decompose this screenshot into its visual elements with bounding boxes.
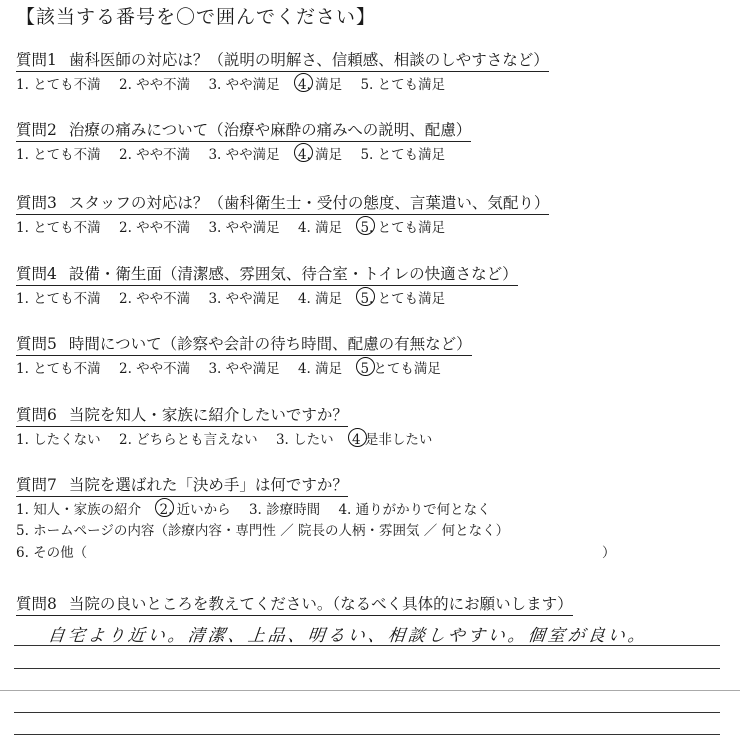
question-8-label: 質問8 xyxy=(16,595,57,613)
q4-option-4[interactable] xyxy=(298,289,342,309)
question-2-options xyxy=(16,145,736,165)
question-6-heading xyxy=(16,405,348,427)
q3-option-3-number: 3. xyxy=(208,220,222,236)
q3-option-1-label: とても不満 xyxy=(33,220,101,236)
q2-option-5[interactable] xyxy=(360,145,445,165)
answer-line-3 xyxy=(14,712,720,713)
q5-option-4[interactable] xyxy=(298,359,342,379)
q1-option-3-label: やや満足 xyxy=(225,77,280,93)
q3-option-4-number: 4. xyxy=(297,220,311,236)
question-8-heading xyxy=(16,594,573,616)
q3-option-3[interactable] xyxy=(208,218,279,238)
q7-option-4-label: 通りがかりで何となく xyxy=(355,502,491,518)
question-2-text: 治療の痛みについて（治療や麻酔の痛みへの説明、配慮） xyxy=(68,121,472,139)
q4-option-2-number: 2. xyxy=(118,291,132,307)
q4-option-1-label: とても不満 xyxy=(33,291,101,307)
question-3-label: 質問3 xyxy=(16,194,57,212)
q6-option-4[interactable] xyxy=(352,430,432,450)
q5-option-3[interactable] xyxy=(208,359,279,379)
q5-option-1-number: 1. xyxy=(16,361,29,377)
question-4-label: 質問4 xyxy=(16,265,57,283)
question-1-heading xyxy=(16,50,549,72)
question-2-label: 質問2 xyxy=(16,121,57,139)
q6-option-2-number: 2. xyxy=(118,432,132,448)
question-2-heading xyxy=(16,120,471,142)
q3-option-5[interactable] xyxy=(360,218,445,238)
q2-option-3-label: やや満足 xyxy=(225,147,280,163)
q2-option-2-label: やや不満 xyxy=(136,147,191,163)
question-5-text: 時間について（診察や会計の待ち時間、配慮の有無など） xyxy=(68,335,472,353)
q7-option-6[interactable] xyxy=(16,542,736,564)
q7-option-6-label: 6. その他（ xyxy=(16,545,88,561)
q3-option-4[interactable] xyxy=(298,218,342,238)
q7-option-5[interactable]: 5. ホームページの内容（診療内容・専門性 ／ 院長の人柄・雰囲気 ／ 何となく） xyxy=(16,523,510,539)
q5-option-2[interactable] xyxy=(119,359,190,379)
question-1-label: 質問1 xyxy=(16,51,57,69)
q6-option-2-label: どちらとも言えない xyxy=(136,432,258,448)
q1-option-5[interactable] xyxy=(360,75,445,95)
q7-option-1-label: 知人・家族の紹介 xyxy=(33,502,142,518)
q7-option-3[interactable] xyxy=(249,500,320,520)
q4-option-1-number: 1. xyxy=(16,291,29,307)
q7-option-1-number: 1. xyxy=(16,502,29,518)
q4-option-3[interactable] xyxy=(208,289,279,309)
form-title: 【該当する番号を〇で囲んでください】 xyxy=(16,6,377,28)
q1-option-1[interactable] xyxy=(16,75,101,95)
q3-option-4-label: 満足 xyxy=(315,220,343,236)
page-fold-line xyxy=(0,690,740,691)
question-5 xyxy=(16,334,736,379)
question-1-options xyxy=(16,75,736,95)
q5-option-3-label: やや満足 xyxy=(225,361,280,377)
q2-option-2[interactable] xyxy=(119,145,190,165)
question-3-heading xyxy=(16,193,549,215)
q5-option-2-label: やや不満 xyxy=(136,361,191,377)
q6-option-2[interactable] xyxy=(119,430,258,450)
q4-option-3-number: 3. xyxy=(208,291,222,307)
question-6-label: 質問6 xyxy=(16,406,57,424)
question-7-options xyxy=(16,500,736,520)
q7-option-4[interactable] xyxy=(338,500,490,520)
q3-option-1-number: 1. xyxy=(16,220,29,236)
q1-option-1-label: とても不満 xyxy=(33,77,101,93)
q6-option-4-label: 是非したい xyxy=(364,432,433,448)
q3-option-2-label: やや不満 xyxy=(136,220,191,236)
question-5-heading xyxy=(16,334,472,356)
q4-option-5-number: 5. xyxy=(360,291,374,307)
q5-option-3-number: 3. xyxy=(208,361,222,377)
q5-option-4-label: 満足 xyxy=(315,361,343,377)
q6-option-1-number: 1. xyxy=(16,432,29,448)
q8-handwritten-answer[interactable]: 自宅より近い。清潔、上品、明るい、相談しやすい。個室が良い。 xyxy=(46,626,649,646)
q3-option-5-number: 5. xyxy=(360,220,374,236)
q1-option-4-number: 4. xyxy=(297,77,311,93)
answer-line-4 xyxy=(14,734,720,735)
question-4-text: 設備・衛生面（清潔感、雰囲気、待合室・トイレの快適さなど） xyxy=(68,265,518,283)
question-6 xyxy=(16,405,736,450)
q5-option-5-label: とても満足 xyxy=(373,361,441,377)
question-1 xyxy=(16,50,736,95)
q1-option-2-number: 2. xyxy=(118,77,132,93)
question-8 xyxy=(16,594,736,616)
q2-option-1-label: とても不満 xyxy=(33,147,101,163)
question-7-text: 当院を選ばれた「決め手」は何ですか？ xyxy=(68,476,348,494)
q1-option-2-label: やや不満 xyxy=(136,77,191,93)
q2-option-4-number: 4. xyxy=(297,147,311,163)
q7-option-2-label: 近いから xyxy=(176,502,231,518)
q5-option-2-number: 2. xyxy=(118,361,132,377)
q1-option-5-number: 5. xyxy=(360,77,374,93)
question-7 xyxy=(16,475,736,564)
q4-option-4-label: 満足 xyxy=(315,291,343,307)
q2-option-4-label: 満足 xyxy=(315,147,343,163)
q4-option-3-label: やや満足 xyxy=(225,291,280,307)
question-3-text: スタッフの対応は？（歯科衛生士・受付の態度、言葉遣い、気配り） xyxy=(68,194,550,212)
answer-line-2 xyxy=(14,668,720,669)
q3-option-3-label: やや満足 xyxy=(225,220,280,236)
q2-option-4[interactable] xyxy=(298,145,342,165)
question-4 xyxy=(16,264,736,309)
answer-line-1 xyxy=(14,645,720,646)
q2-option-2-number: 2. xyxy=(118,147,132,163)
q7-option-3-label: 診療時間 xyxy=(266,502,321,518)
q5-option-1[interactable] xyxy=(16,359,101,379)
q1-option-4-label: 満足 xyxy=(315,77,343,93)
q5-option-4-number: 4. xyxy=(297,361,311,377)
q2-option-3-number: 3. xyxy=(208,147,222,163)
q2-option-5-number: 5. xyxy=(360,147,374,163)
q3-option-1[interactable] xyxy=(16,218,101,238)
question-8-text: 当院の良いところを教えてください。（なるべく具体的にお願いします） xyxy=(68,595,573,613)
q6-option-1[interactable] xyxy=(16,430,101,450)
q4-option-2-label: やや不満 xyxy=(136,291,191,307)
q7-option-1[interactable] xyxy=(16,500,141,520)
q7-option-6-close: ） xyxy=(602,545,616,561)
question-7-label: 質問7 xyxy=(16,476,57,494)
q1-option-3-number: 3. xyxy=(208,77,222,93)
q4-option-1[interactable] xyxy=(16,289,101,309)
q2-option-5-label: とても満足 xyxy=(377,147,446,163)
question-6-text: 当院を知人・家族に紹介したいですか？ xyxy=(68,406,348,424)
q5-option-1-label: とても不満 xyxy=(33,361,101,377)
question-1-text: 歯科医師の対応は？（説明の明解さ、信頼感、相談のしやすさなど） xyxy=(68,51,549,69)
q3-option-2[interactable] xyxy=(119,218,190,238)
question-7-heading xyxy=(16,475,348,497)
question-3-options xyxy=(16,218,736,238)
q1-option-1-number: 1. xyxy=(16,77,29,93)
q5-option-5-number: 5 xyxy=(360,361,370,377)
question-5-options xyxy=(16,359,736,379)
q7-option-2-number: 2. xyxy=(159,502,173,518)
q6-option-3[interactable] xyxy=(276,430,334,450)
q4-option-2[interactable] xyxy=(119,289,190,309)
q7-option-3-number: 3. xyxy=(248,502,262,518)
q4-option-5[interactable] xyxy=(360,289,445,309)
q6-option-3-label: したい xyxy=(293,432,334,448)
q6-option-1-label: したくない xyxy=(33,432,101,448)
q3-option-5-label: とても満足 xyxy=(377,220,446,236)
question-3 xyxy=(16,193,736,238)
q3-option-2-number: 2. xyxy=(118,220,132,236)
q7-option-4-number: 4. xyxy=(338,502,352,518)
q1-option-5-label: とても満足 xyxy=(377,77,446,93)
question-2 xyxy=(16,120,736,165)
q4-option-5-label: とても満足 xyxy=(377,291,446,307)
question-4-heading xyxy=(16,264,518,286)
q5-option-5[interactable] xyxy=(360,359,440,379)
q4-option-4-number: 4. xyxy=(297,291,311,307)
q2-option-1[interactable] xyxy=(16,145,101,165)
question-6-options xyxy=(16,430,736,450)
q2-option-1-number: 1. xyxy=(16,147,29,163)
q6-option-4-number: 4 xyxy=(351,432,361,448)
q7-option-2[interactable] xyxy=(159,500,230,520)
q1-option-2[interactable] xyxy=(119,75,190,95)
q6-option-3-number: 3. xyxy=(275,432,289,448)
q2-option-3[interactable] xyxy=(208,145,279,165)
q1-option-3[interactable] xyxy=(208,75,279,95)
question-5-label: 質問5 xyxy=(16,335,57,353)
question-4-options xyxy=(16,289,736,309)
q1-option-4[interactable] xyxy=(298,75,342,95)
